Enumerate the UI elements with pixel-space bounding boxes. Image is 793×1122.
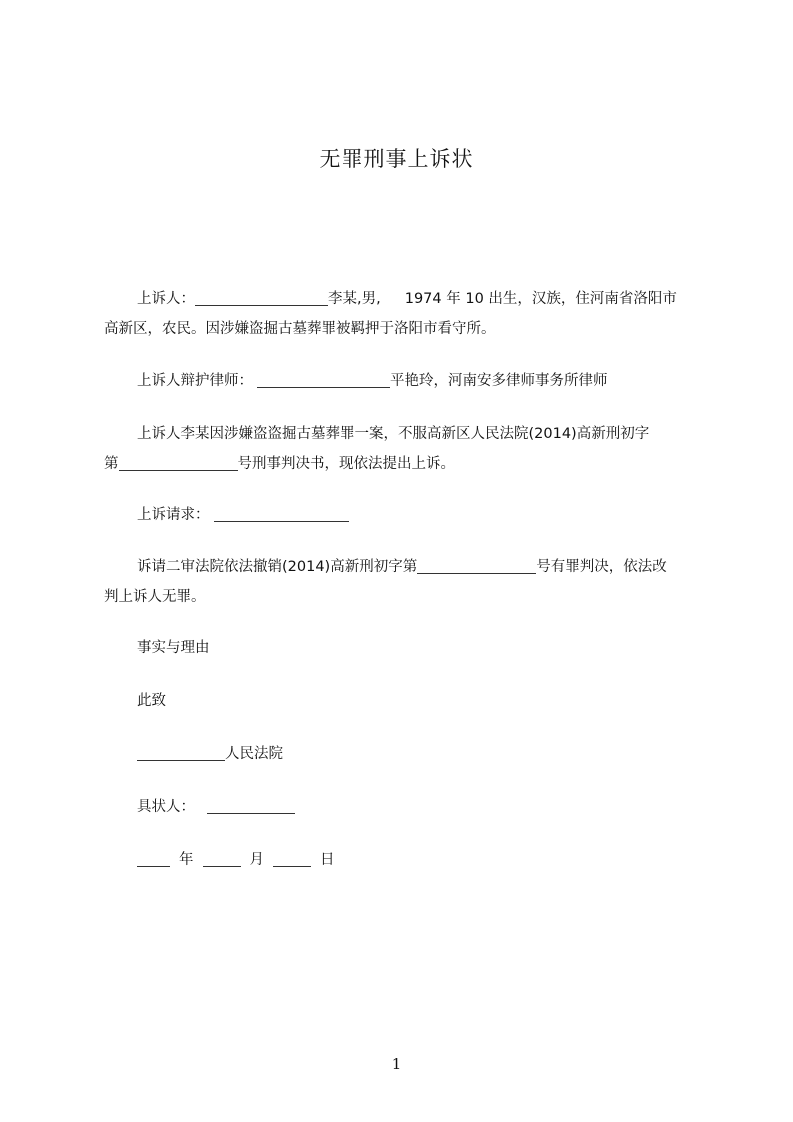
year-label: 年	[179, 852, 194, 868]
request-body-line-2: 判上诉人无罪。	[104, 589, 206, 605]
court-paragraph	[104, 739, 694, 769]
day-label: 日	[320, 852, 335, 868]
salutation: 此致	[137, 693, 166, 709]
page-number: 1	[391, 1055, 402, 1073]
request-body-blank	[417, 556, 536, 574]
court-blank	[137, 743, 225, 761]
case-line-1: 上诉人李某因涉嫌盗盗掘古墓葬罪一案，不服高新区人民法院(2014)高新刑初字	[137, 426, 650, 442]
appellant-label: 上诉人：	[137, 291, 195, 307]
lawyer-value: 平艳玲，河南安多律师事务所律师	[390, 373, 608, 389]
signer-label: 具状人：	[137, 799, 195, 815]
document-title: 无罪刑事上诉状	[319, 147, 474, 171]
lawyer-blank	[257, 370, 390, 388]
case-line-2	[104, 449, 694, 479]
lawyer-label: 上诉人辩护律师：	[137, 373, 253, 389]
signer-blank	[207, 796, 295, 814]
salutation-paragraph	[104, 686, 694, 716]
day-blank	[273, 849, 311, 867]
appellant-paragraph	[104, 284, 694, 344]
request-body-suffix: 号有罪判决，依法改	[536, 559, 667, 575]
appellant-blank	[195, 288, 328, 306]
court-line	[104, 739, 694, 769]
month-blank	[203, 849, 241, 867]
court-label: 人民法院	[225, 746, 283, 762]
appellant-line-1	[104, 284, 694, 314]
appellant-name-info: 李某,男,	[328, 291, 381, 307]
facts-heading: 事实与理由	[137, 640, 210, 656]
request-body-prefix: 诉请二审法院依法撤销(2014)高新刑初字第	[137, 559, 418, 575]
judgment-number-blank	[119, 453, 238, 471]
request-body-paragraph	[104, 552, 694, 612]
month-label: 月	[249, 852, 264, 868]
date-paragraph	[104, 845, 694, 875]
signer-paragraph	[104, 792, 694, 822]
request-line	[104, 500, 694, 530]
date-line	[104, 845, 694, 875]
case-paragraph	[104, 419, 694, 479]
signer-line	[104, 792, 694, 822]
case-line-2-suffix: 号刑事判决书，现依法提出上诉。	[237, 456, 455, 472]
lawyer-line	[104, 366, 694, 396]
appellant-line-2: 高新区，农民。因涉嫌盗掘古墓葬罪被羁押于洛阳市看守所。	[104, 321, 496, 337]
request-blank	[214, 504, 349, 522]
lawyer-paragraph	[104, 366, 694, 396]
appellant-birth-info: 1974 年 10 出生，汉族，住河南省洛阳市	[404, 291, 677, 307]
facts-paragraph	[104, 633, 694, 663]
request-label: 上诉请求：	[137, 507, 210, 523]
year-blank	[137, 849, 170, 867]
request-paragraph	[104, 500, 694, 530]
request-body-line-1	[104, 552, 694, 582]
case-line-2-prefix: 第	[104, 456, 119, 472]
